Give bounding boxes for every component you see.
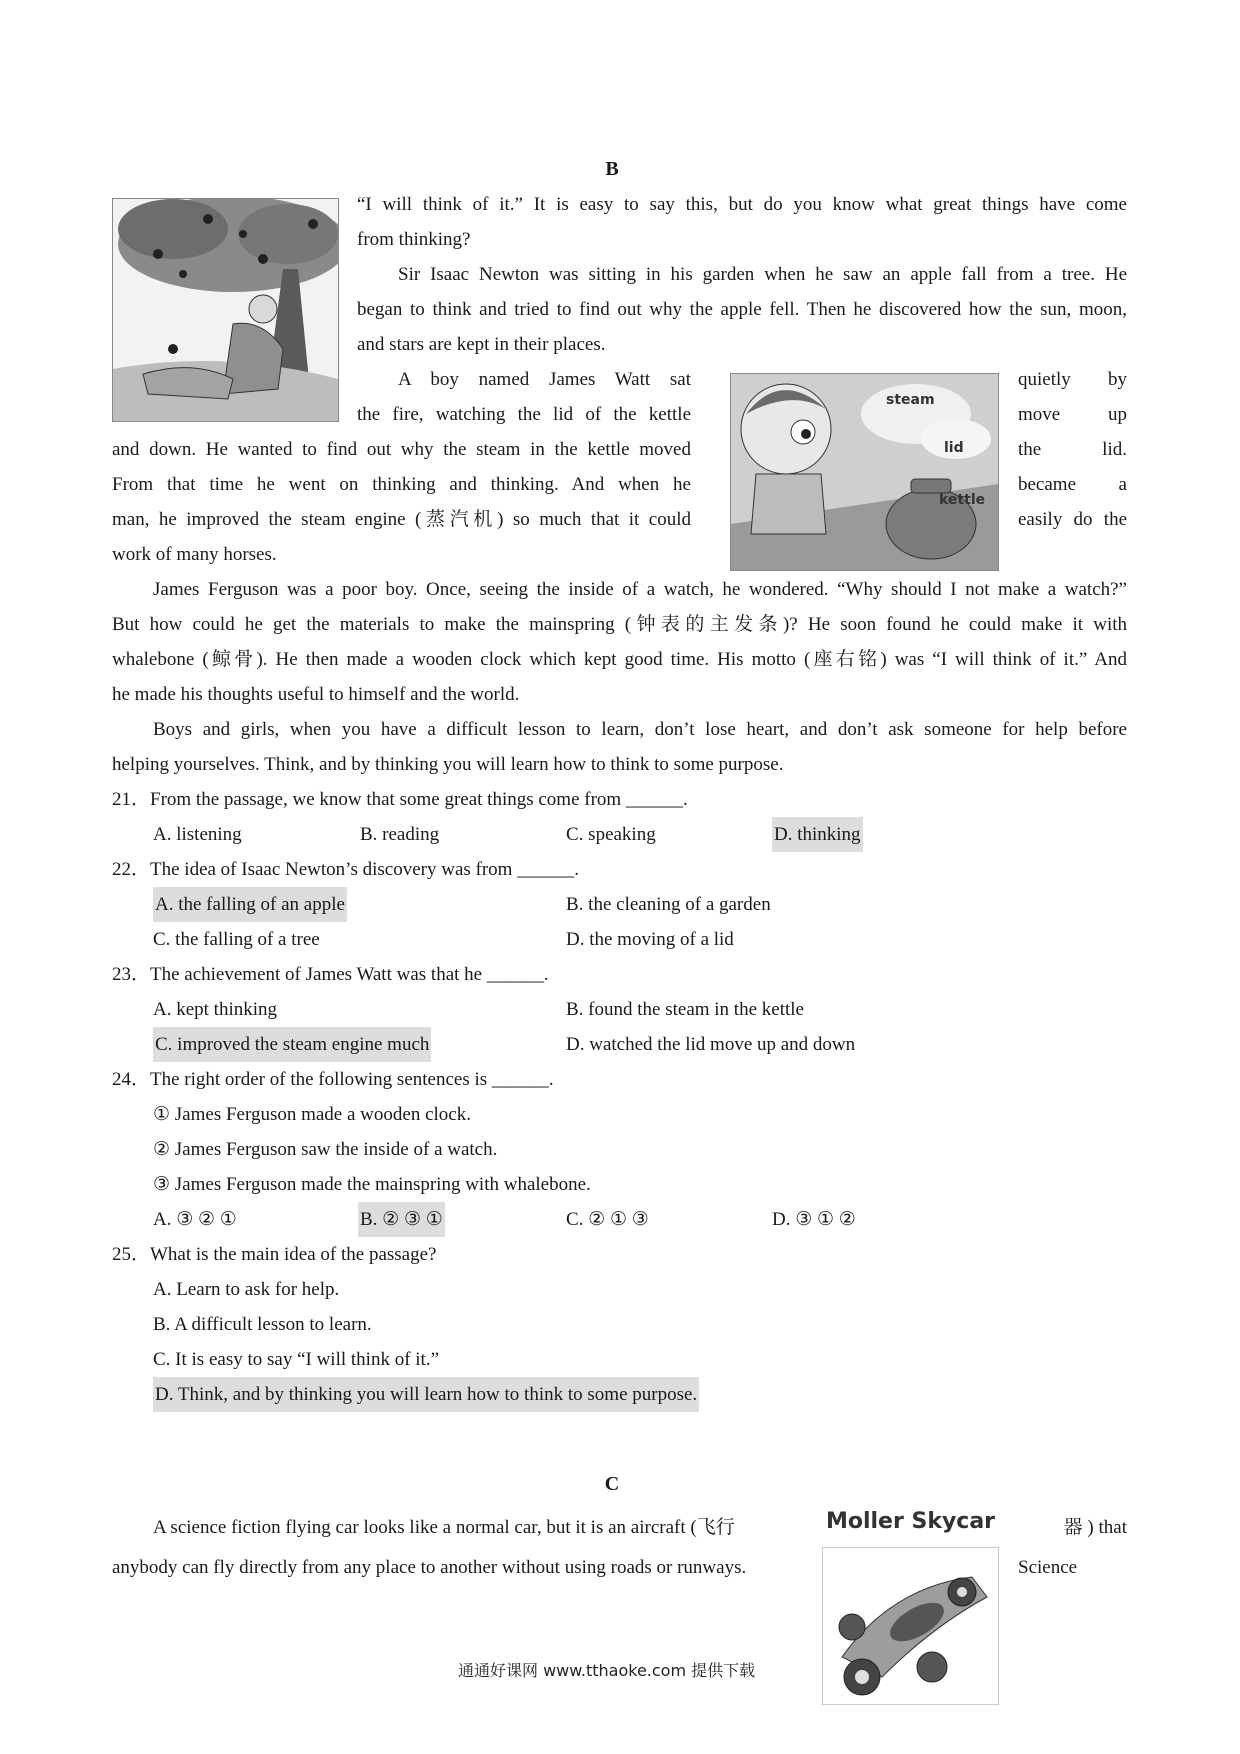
paragraph-3-right-line-3: the lid. bbox=[1018, 439, 1127, 460]
paragraph-3-left-line-5: man, he improved the steam engine (蒸汽机) so much that it could bbox=[112, 509, 691, 530]
q24-option-c: C. ② ① ③ bbox=[566, 1209, 649, 1230]
paragraph-4-line-2: But how could he get the materials to make the mainspring (钟表的主发条)? He soon found he could make it with bbox=[112, 614, 1127, 635]
paragraph-3-right-line-2: move up bbox=[1018, 404, 1127, 425]
kettle-picture bbox=[730, 373, 999, 571]
q22-option-b: B. the cleaning of a garden bbox=[566, 894, 771, 915]
paragraph-5-line-2: helping yourselves. Think, and by thinking you will learn how to think to some purpose. bbox=[112, 754, 784, 775]
paragraph-4-line-4: he made his thoughts useful to himself and the world. bbox=[112, 684, 520, 705]
paragraph-3-right-line-4: became a bbox=[1018, 474, 1127, 495]
kettle-label-kettle: kettle bbox=[939, 492, 986, 508]
q24-sentence-2: ② James Ferguson saw the inside of a watch. bbox=[153, 1139, 498, 1160]
kettle-label-steam: steam bbox=[886, 392, 935, 408]
paragraph-4-line-1: James Ferguson was a poor boy. Once, seeing the inside of a watch, he wondered. “Why should I not make a watch?” bbox=[153, 579, 1127, 600]
skycar-picture bbox=[822, 1505, 999, 1705]
paragraph-2-line-2: began to think and tried to find out why the apple fell. Then he discovered how the sun, moon, bbox=[357, 299, 1127, 320]
q23-option-a: A. kept thinking bbox=[153, 999, 278, 1020]
skycar-illustration bbox=[822, 1547, 999, 1705]
paragraph-2-line-1: Sir Isaac Newton was sitting in his garden when he saw an apple fall from a tree. He bbox=[398, 264, 1127, 285]
section-c-line-1: A science fiction flying car looks like a normal car, but it is an aircraft (飞行 bbox=[153, 1517, 735, 1538]
q23-option-c-highlighted: C. improved the steam engine much bbox=[153, 1027, 431, 1062]
q23-stem: 23．The achievement of James Watt was that he ______. bbox=[112, 964, 549, 985]
paragraph-1-line-2: from thinking? bbox=[357, 229, 471, 250]
q24-option-a: A. ③ ② ① bbox=[153, 1209, 237, 1230]
section-c-heading: C bbox=[604, 1473, 620, 1495]
q25-option-a: A. Learn to ask for help. bbox=[153, 1279, 340, 1300]
q21-option-c: C. speaking bbox=[566, 824, 656, 845]
q23-option-b: B. found the steam in the kettle bbox=[566, 999, 804, 1020]
kettle-illustration bbox=[731, 374, 998, 570]
q25-option-c: C. It is easy to say “I will think of it.” bbox=[153, 1349, 440, 1370]
q21-option-d-highlighted: D. thinking bbox=[772, 817, 863, 852]
paragraph-3-left-line-3: and down. He wanted to find out why the steam in the kettle moved bbox=[112, 439, 691, 460]
section-b-heading: B bbox=[605, 158, 619, 180]
q24-sentence-1: ① James Ferguson made a wooden clock. bbox=[153, 1104, 471, 1125]
paragraph-2-line-3: and stars are kept in their places. bbox=[357, 334, 606, 355]
page-footer: 通通好课网 www.tthaoke.com 提供下载 bbox=[458, 1661, 756, 1680]
q22-option-c: C. the falling of a tree bbox=[153, 929, 320, 950]
paragraph-4-line-3: whalebone (鲸骨). He then made a wooden clock which kept good time. His motto (座右铭) was “I will think of it.” And bbox=[112, 649, 1127, 670]
paragraph-3-right-line-5: easily do the bbox=[1018, 509, 1127, 530]
q25-option-d-highlighted: D. Think, and by thinking you will learn how to think to some purpose. bbox=[153, 1377, 699, 1412]
q22-option-d: D. the moving of a lid bbox=[566, 929, 734, 950]
q24-stem: 24．The right order of the following sentences is ______. bbox=[112, 1069, 554, 1090]
paragraph-3-right-line-1: quietly by bbox=[1018, 369, 1127, 390]
q22-option-a-highlighted: A. the falling of an apple bbox=[153, 887, 347, 922]
q25-stem: 25．What is the main idea of the passage? bbox=[112, 1244, 437, 1265]
skycar-title: Moller Skycar bbox=[825, 1509, 996, 1534]
paragraph-5-line-1: Boys and girls, when you have a difficult lesson to learn, don’t lose heart, and don’t ask someone for help before bbox=[153, 719, 1127, 740]
section-c-line-1-right: 器 ) that bbox=[1063, 1517, 1127, 1538]
newton-picture bbox=[112, 198, 339, 422]
q21-option-a: A. listening bbox=[153, 824, 242, 845]
section-c-line-2: anybody can fly directly from any place to another without using roads or runways. bbox=[112, 1557, 747, 1578]
q24-option-d: D. ③ ① ② bbox=[772, 1209, 856, 1230]
q24-sentence-3: ③ James Ferguson made the mainspring with whalebone. bbox=[153, 1174, 591, 1195]
section-c-line-2-right: Science bbox=[1018, 1557, 1078, 1578]
paragraph-3-left-line-4: From that time he went on thinking and thinking. And when he bbox=[112, 474, 691, 495]
q21-stem: 21．From the passage, we know that some great things come from ______. bbox=[112, 789, 688, 810]
kettle-label-lid: lid bbox=[944, 440, 964, 456]
q25-option-b: B. A difficult lesson to learn. bbox=[153, 1314, 372, 1335]
q22-stem: 22．The idea of Isaac Newton’s discovery was from ______. bbox=[112, 859, 579, 880]
q21-option-b: B. reading bbox=[360, 824, 440, 845]
q23-option-d: D. watched the lid move up and down bbox=[566, 1034, 856, 1055]
paragraph-3-left-line-2: the fire, watching the lid of the kettle bbox=[357, 404, 691, 425]
paragraph-3-left-line-1: A boy named James Watt sat bbox=[398, 369, 691, 390]
paragraph-3-left-line-6: work of many horses. bbox=[112, 544, 277, 565]
paragraph-1-line-1: “I will think of it.” It is easy to say this, but do you know what great things have come bbox=[357, 194, 1127, 215]
newton-illustration bbox=[113, 199, 338, 421]
q24-option-b-highlighted: B. ② ③ ① bbox=[358, 1202, 445, 1237]
